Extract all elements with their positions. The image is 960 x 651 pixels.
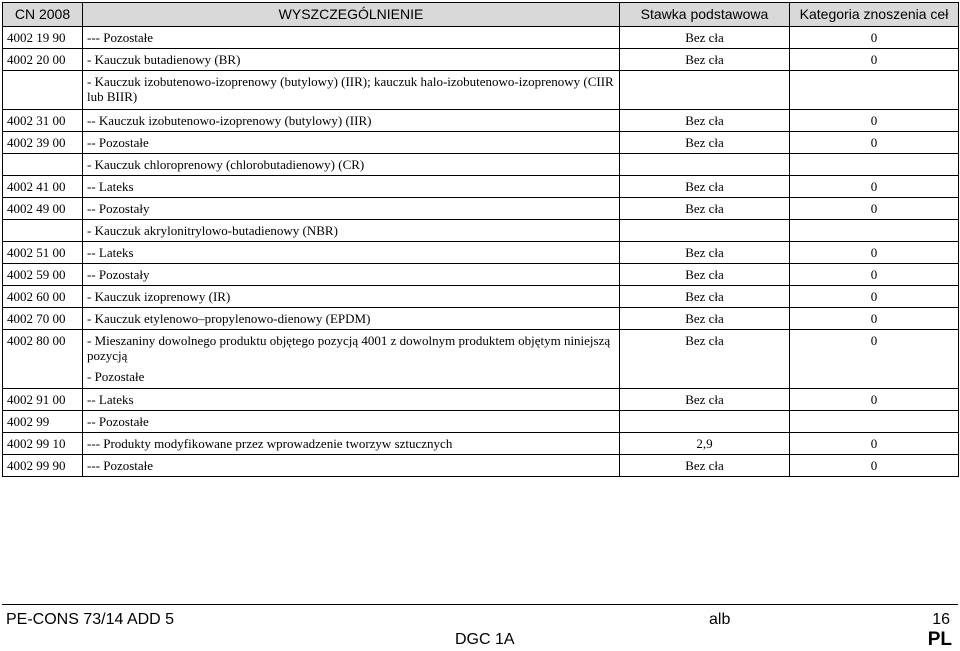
base-rate: Bez cła <box>620 27 790 49</box>
base-rate <box>620 411 790 433</box>
cn-code <box>3 154 83 176</box>
description: - Kauczuk etylenowo–propylenowo-dienowy (EPDM) <box>83 308 620 330</box>
base-rate: Bez cła <box>620 176 790 198</box>
base-rate <box>620 154 790 176</box>
description: - Kauczuk butadienowy (BR) <box>83 49 620 71</box>
header-rate: Stawka podstawowa <box>620 3 790 27</box>
staging-category: 0 <box>790 264 959 286</box>
base-rate <box>620 220 790 242</box>
staging-category: 0 <box>790 110 959 132</box>
cn-code <box>3 71 83 110</box>
base-rate: Bez cła <box>620 110 790 132</box>
description: - Kauczuk chloroprenowy (chlorobutadienowy) (CR) <box>83 154 620 176</box>
table-row <box>3 71 959 110</box>
header-description: WYSZCZEGÓLNIENIE <box>83 3 620 27</box>
cn-code: 4002 39 00 <box>3 132 83 154</box>
description: -- Lateks <box>83 242 620 264</box>
description: - Kauczuk izoprenowy (IR) <box>83 286 620 308</box>
description: --- Pozostałe <box>83 455 620 477</box>
base-rate: Bez cła <box>620 308 790 330</box>
staging-category: 0 <box>790 433 959 455</box>
table-row <box>3 110 959 132</box>
description: -- Lateks <box>83 176 620 198</box>
cn-code: 4002 31 00 <box>3 110 83 132</box>
cn-code: 4002 91 00 <box>3 389 83 411</box>
table-row <box>3 264 959 286</box>
table-row <box>3 389 959 411</box>
table-header <box>3 3 959 27</box>
page-footer <box>2 604 958 649</box>
table-row <box>3 198 959 220</box>
cn-code: 4002 41 00 <box>3 176 83 198</box>
staging-category <box>790 71 959 110</box>
description: --- Produkty modyfikowane przez wprowadzenie tworzyw sztucznych <box>83 433 620 455</box>
language-code: PL <box>927 629 952 650</box>
description: -- Pozostałe <box>83 411 620 433</box>
table-row <box>3 27 959 49</box>
description: -- Kauczuk izobutenowo-izoprenowy (butylowy) (IIR) <box>83 110 620 132</box>
base-rate: Bez cła <box>620 264 790 286</box>
base-rate: 2,9 <box>620 433 790 455</box>
base-rate: Bez cła <box>620 198 790 220</box>
description-main: - Mieszaniny dowolnego produktu objętego pozycją 4001 z dowolnym produktem objętym niniejszą pozycją <box>87 333 611 363</box>
staging-category: 0 <box>790 242 959 264</box>
base-rate: Bez cła <box>620 242 790 264</box>
base-rate <box>620 71 790 110</box>
description-sub: - Pozostałe <box>87 369 145 384</box>
cn-code: 4002 99 <box>3 411 83 433</box>
table-row <box>3 176 959 198</box>
cn-code: 4002 49 00 <box>3 198 83 220</box>
description: - Kauczuk akrylonitrylowo-butadienowy (NBR) <box>83 220 620 242</box>
staging-category <box>790 411 959 433</box>
description: -- Pozostałe <box>83 132 620 154</box>
cn-code: 4002 99 10 <box>3 433 83 455</box>
base-rate: Bez cła <box>620 330 790 389</box>
staging-category: 0 <box>790 27 959 49</box>
base-rate: Bez cła <box>620 455 790 477</box>
description: -- Pozostały <box>83 264 620 286</box>
cn-code: 4002 59 00 <box>3 264 83 286</box>
table-row <box>3 154 959 176</box>
cn-code: 4002 19 90 <box>3 27 83 49</box>
base-rate: Bez cła <box>620 132 790 154</box>
staging-category <box>790 220 959 242</box>
description: - Kauczuk izobutenowo-izoprenowy (butylowy) (IIR); kauczuk halo-izobutenowo-izoprenowy (CIIR lub BIIR) <box>83 71 620 110</box>
cn-code: 4002 99 90 <box>3 455 83 477</box>
table-row <box>3 330 959 389</box>
staging-category: 0 <box>790 308 959 330</box>
description: -- Lateks <box>83 389 620 411</box>
table-row <box>3 433 959 455</box>
description <box>83 330 620 389</box>
cn-code: 4002 70 00 <box>3 308 83 330</box>
staging-category: 0 <box>790 49 959 71</box>
table-row <box>3 242 959 264</box>
author-initials: alb <box>709 611 731 628</box>
base-rate: Bez cła <box>620 389 790 411</box>
table-row <box>3 455 959 477</box>
staging-category: 0 <box>790 389 959 411</box>
document-reference: PE-CONS 73/14 ADD 5 <box>6 611 175 628</box>
header-cn: CN 2008 <box>3 3 83 27</box>
table-row <box>3 132 959 154</box>
page-number: 16 <box>932 611 950 628</box>
cn-code <box>3 220 83 242</box>
table-row <box>3 308 959 330</box>
cn-code: 4002 80 00 <box>3 330 83 389</box>
cn-code: 4002 60 00 <box>3 286 83 308</box>
table-row <box>3 411 959 433</box>
staging-category: 0 <box>790 198 959 220</box>
staging-category: 0 <box>790 330 959 389</box>
description: --- Pozostałe <box>83 27 620 49</box>
staging-category: 0 <box>790 176 959 198</box>
base-rate: Bez cła <box>620 286 790 308</box>
header-category: Kategoria znoszenia ceł <box>790 3 959 27</box>
staging-category: 0 <box>790 132 959 154</box>
table-row <box>3 286 959 308</box>
description: -- Pozostały <box>83 198 620 220</box>
base-rate: Bez cła <box>620 49 790 71</box>
table-row <box>3 49 959 71</box>
staging-category: 0 <box>790 286 959 308</box>
tariff-table <box>2 2 959 477</box>
cn-code: 4002 51 00 <box>3 242 83 264</box>
directorate-unit: DGC 1A <box>455 631 515 648</box>
table-row <box>3 220 959 242</box>
staging-category: 0 <box>790 455 959 477</box>
cn-code: 4002 20 00 <box>3 49 83 71</box>
staging-category <box>790 154 959 176</box>
